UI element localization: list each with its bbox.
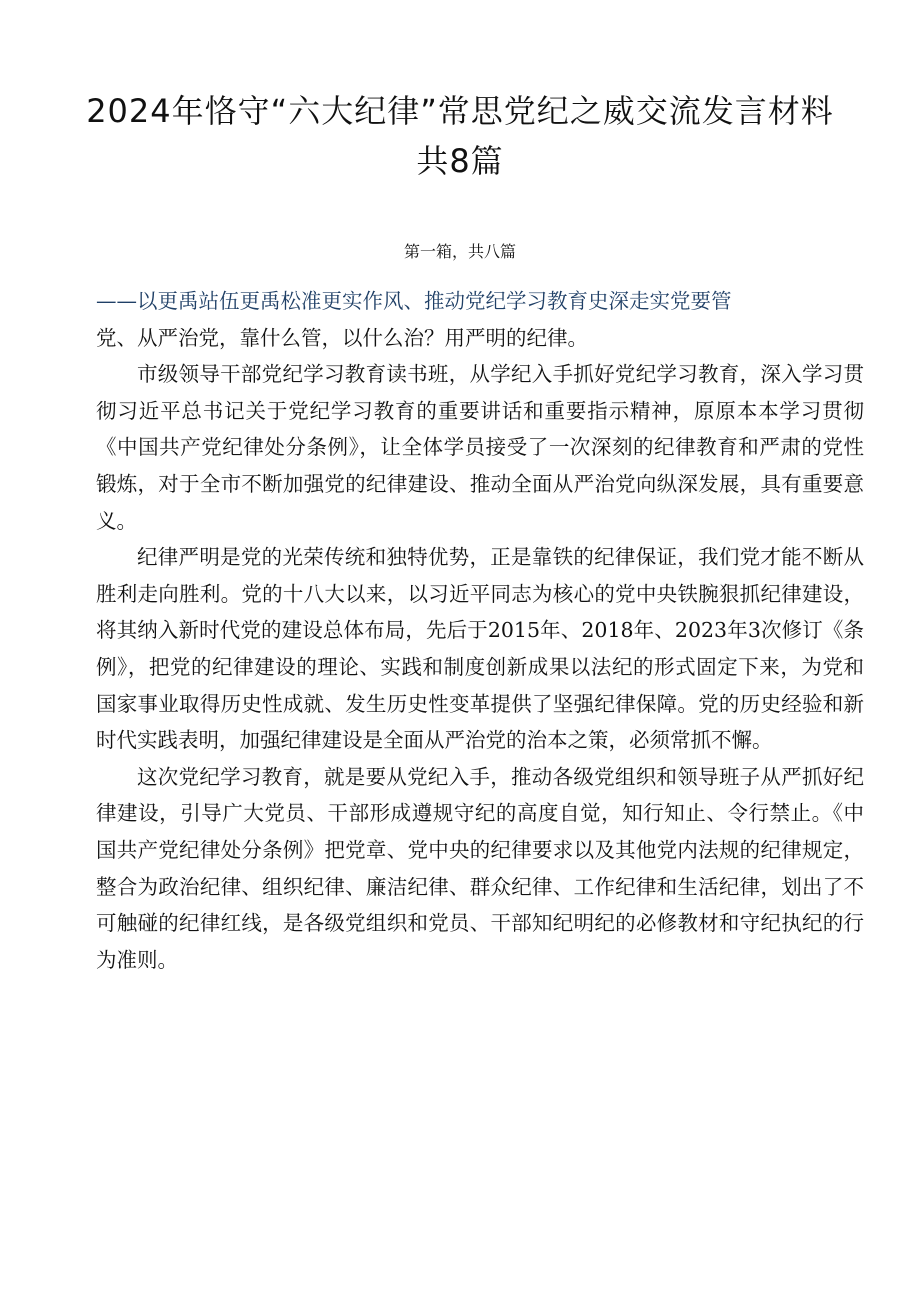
paragraph-4: 这次党纪学习教育，就是要从党纪入手，推动各级党组织和领导班子从严抓好纪律建设，引导广大党员、干部形成遵规守纪的高度自觉，知行知止、令行禁止。《中国共产党纪律处分条例》把党章、党中央的纪律要求以及其他党内法规的纪律规定，整合为政治纪律、组织纪律、廉洁纪律、群众纪律、工作纪律和生活纪律，划出了不可触碰的纪律红线，是各级党组织和党员、干部知纪明纪的必修教材和守纪执纪的行为准则。 xyxy=(96,764,864,972)
paragraph-2: 市级领导干部党纪学习教育读书班，从学纪入手抓好党纪学习教育，深入学习贯彻习近平总书记关于党纪学习教育的重要讲话和重要指示精神，原原本本学习贯彻《中国共产党纪律处分条例》，让全体学员接受了一次深刻的纪律教育和严肃的党性锻炼，对于全市不断加强党的纪律建设、推动全面从严治党向纵深发展，具有重要意义。 xyxy=(96,362,864,533)
document-subtitle: 第一箱，共八篇 xyxy=(403,242,516,261)
lead-line: ——以更禹站伍更禹松准更实作风、推动党纪学习教育史深走实党要管 xyxy=(96,289,732,313)
document-body xyxy=(96,283,864,978)
document-title: 2024年恪守“六大纪律”常思党纪之威交流发言材料共8篇 xyxy=(86,92,834,180)
paragraph-1: 党、从严治党，靠什么管，以什么治？用严明的纪律。 xyxy=(96,325,588,350)
paragraph-3: 纪律严明是党的光荣传统和独特优势，正是靠铁的纪律保证，我们党才能不断从胜利走向胜利。党的十八大以来，以习近平同志为核心的党中央铁腕狠抓纪律建设，将其纳入新时代党的建设总体布局，先后于2015年、2018年、2023年3次修订《条例》，把党的纪律建设的理论、实践和制度创新成果以法纪的形式固定下来，为党和国家事业取得历史性成就、发生历史性变革提供了坚强纪律保障。党的历史经验和新时代实践表明，加强纪律建设是全面从严治党的治本之策，必须常抓不懈。 xyxy=(96,545,864,753)
